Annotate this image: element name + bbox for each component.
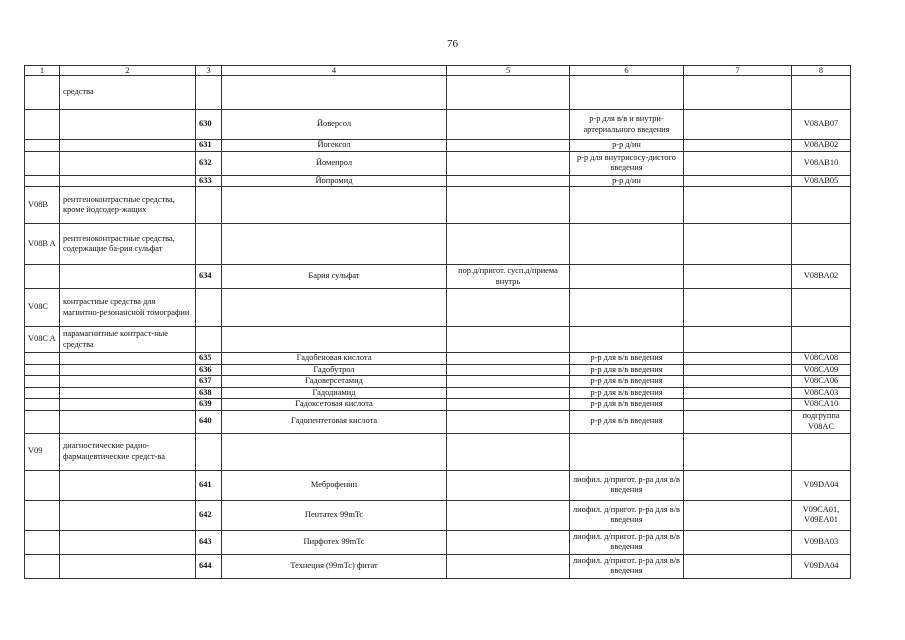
atc-code: V08AB05 xyxy=(792,175,851,187)
dosage-form: лиофил. д/пригот. р-ра для в/в введения xyxy=(570,554,684,578)
column-7-cell xyxy=(684,353,792,365)
dosage-form-col5 xyxy=(447,530,570,554)
table-row xyxy=(25,399,851,411)
dosage-form xyxy=(570,76,684,110)
group-description: рентгеноконтрастные средства, кроме йодсодер-жащих xyxy=(60,187,196,224)
atc-code: V08BA02 xyxy=(792,265,851,289)
dosage-form-col5 xyxy=(447,140,570,152)
atc-group-code: V08C A xyxy=(25,327,60,353)
atc-group-code xyxy=(25,500,60,530)
column-7-cell xyxy=(684,530,792,554)
dosage-form: р-р для в/в введения xyxy=(570,364,684,376)
atc-code: V08CA06 xyxy=(792,376,851,388)
item-number: 640 xyxy=(196,410,222,433)
atc-group-code xyxy=(25,151,60,175)
dosage-form xyxy=(570,265,684,289)
atc-code xyxy=(792,327,851,353)
dosage-form: р-р для в/в введения xyxy=(570,399,684,411)
drug-name: Технеция (99mTc) фитат xyxy=(222,554,447,578)
drug-name: Йоверсол xyxy=(222,110,447,140)
dosage-form-col5 xyxy=(447,110,570,140)
column-7-cell xyxy=(684,187,792,224)
column-number: 7 xyxy=(684,66,792,76)
dosage-form-col5 xyxy=(447,470,570,500)
column-number: 1 xyxy=(25,66,60,76)
item-number xyxy=(196,224,222,265)
table-row xyxy=(25,353,851,365)
table-row xyxy=(25,410,851,433)
column-7-cell xyxy=(684,410,792,433)
atc-group-code xyxy=(25,175,60,187)
drug-name: Йогексол xyxy=(222,140,447,152)
table-row xyxy=(25,187,851,224)
dosage-form-col5 xyxy=(447,500,570,530)
atc-code xyxy=(792,76,851,110)
atc-code: V09DA04 xyxy=(792,554,851,578)
drug-name: Меброфенин xyxy=(222,470,447,500)
dosage-form xyxy=(570,187,684,224)
atc-group-code xyxy=(25,470,60,500)
group-description xyxy=(60,353,196,365)
atc-group-code: V08C xyxy=(25,289,60,327)
table-row xyxy=(25,500,851,530)
column-number: 4 xyxy=(222,66,447,76)
drug-name xyxy=(222,187,447,224)
dosage-form-col5 xyxy=(447,353,570,365)
atc-group-code xyxy=(25,76,60,110)
table-row xyxy=(25,76,851,110)
column-7-cell xyxy=(684,376,792,388)
group-description xyxy=(60,175,196,187)
dosage-form-col5 xyxy=(447,289,570,327)
group-description: контрастные средства для магнитно-резонансной томографии xyxy=(60,289,196,327)
column-7-cell xyxy=(684,289,792,327)
table-row xyxy=(25,470,851,500)
dosage-form-col5 xyxy=(447,224,570,265)
drug-name xyxy=(222,76,447,110)
dosage-form: р-р д/ин xyxy=(570,140,684,152)
atc-code: V08AB10 xyxy=(792,151,851,175)
dosage-form: р-р д/ин xyxy=(570,175,684,187)
group-description xyxy=(60,500,196,530)
table-row xyxy=(25,364,851,376)
atc-code: V08AB07 xyxy=(792,110,851,140)
item-number: 637 xyxy=(196,376,222,388)
dosage-form: р-р для в/в введения xyxy=(570,410,684,433)
column-7-cell xyxy=(684,151,792,175)
item-number: 642 xyxy=(196,500,222,530)
table-row xyxy=(25,530,851,554)
column-7-cell xyxy=(684,110,792,140)
column-7-cell xyxy=(684,327,792,353)
table-row xyxy=(25,140,851,152)
atc-group-code xyxy=(25,387,60,399)
column-number: 5 xyxy=(447,66,570,76)
group-description xyxy=(60,554,196,578)
atc-group-code xyxy=(25,110,60,140)
drug-name: Бария сульфат xyxy=(222,265,447,289)
group-description xyxy=(60,364,196,376)
group-description xyxy=(60,399,196,411)
column-7-cell xyxy=(684,140,792,152)
dosage-form-col5 xyxy=(447,376,570,388)
table-row xyxy=(25,151,851,175)
drug-name: Гадобутрол xyxy=(222,364,447,376)
atc-code xyxy=(792,289,851,327)
atc-group-code xyxy=(25,140,60,152)
group-description xyxy=(60,387,196,399)
dosage-form xyxy=(570,224,684,265)
drug-name: Гадоксетовая кислота xyxy=(222,399,447,411)
atc-group-code xyxy=(25,399,60,411)
item-number: 644 xyxy=(196,554,222,578)
group-description: диагностические радио-фармацевтические средст-ва xyxy=(60,433,196,470)
atc-group-code: V08B A xyxy=(25,224,60,265)
dosage-form-col5 xyxy=(447,175,570,187)
dosage-form-col5 xyxy=(447,399,570,411)
atc-code: V08AB02 xyxy=(792,140,851,152)
atc-group-code: V09 xyxy=(25,433,60,470)
group-description xyxy=(60,376,196,388)
group-description xyxy=(60,151,196,175)
drug-name xyxy=(222,433,447,470)
column-7-cell xyxy=(684,224,792,265)
atc-code: V08CA08 xyxy=(792,353,851,365)
table-row xyxy=(25,110,851,140)
item-number: 638 xyxy=(196,387,222,399)
item-number xyxy=(196,76,222,110)
dosage-form-col5 xyxy=(447,187,570,224)
column-number: 3 xyxy=(196,66,222,76)
column-7-cell xyxy=(684,399,792,411)
column-number: 8 xyxy=(792,66,851,76)
drug-name: Гадодиамид xyxy=(222,387,447,399)
item-number xyxy=(196,433,222,470)
atc-code: V09CA01, V09EA01 xyxy=(792,500,851,530)
dosage-form-col5 xyxy=(447,364,570,376)
item-number: 641 xyxy=(196,470,222,500)
group-description xyxy=(60,470,196,500)
drug-name: Пирфотех 99mTc xyxy=(222,530,447,554)
drug-name: Гадопентетовая кислота xyxy=(222,410,447,433)
table-row xyxy=(25,175,851,187)
item-number: 639 xyxy=(196,399,222,411)
drug-name xyxy=(222,289,447,327)
atc-group-code xyxy=(25,530,60,554)
dosage-form: р-р для в/в и внутри-артериального введения xyxy=(570,110,684,140)
dosage-form-col5 xyxy=(447,387,570,399)
dosage-form-col5 xyxy=(447,410,570,433)
dosage-form: р-р для в/в введения xyxy=(570,376,684,388)
dosage-form-col5 xyxy=(447,76,570,110)
atc-group-code xyxy=(25,410,60,433)
group-description: средства xyxy=(60,76,196,110)
dosage-form-col5 xyxy=(447,151,570,175)
group-description xyxy=(60,110,196,140)
table-row xyxy=(25,376,851,388)
dosage-form: р-р для в/в введения xyxy=(570,387,684,399)
item-number: 630 xyxy=(196,110,222,140)
item-number xyxy=(196,187,222,224)
dosage-form xyxy=(570,289,684,327)
atc-code: V08CA09 xyxy=(792,364,851,376)
atc-group-code: V08B xyxy=(25,187,60,224)
dosage-form: р-р для внутрисосу-дистого введения xyxy=(570,151,684,175)
drug-name: Пентатех 99mTc xyxy=(222,500,447,530)
atc-group-code xyxy=(25,376,60,388)
drug-name: Гадоверсетамид xyxy=(222,376,447,388)
table-row xyxy=(25,224,851,265)
item-number: 635 xyxy=(196,353,222,365)
table-row xyxy=(25,327,851,353)
atc-code: V08CA10 xyxy=(792,399,851,411)
page-number: 76 xyxy=(447,38,458,50)
drug-name: Гадобеновая кислота xyxy=(222,353,447,365)
item-number: 634 xyxy=(196,265,222,289)
item-number: 636 xyxy=(196,364,222,376)
atc-code xyxy=(792,433,851,470)
column-number: 6 xyxy=(570,66,684,76)
item-number: 643 xyxy=(196,530,222,554)
item-number xyxy=(196,289,222,327)
table-row xyxy=(25,433,851,470)
dosage-form: лиофил. д/пригот. р-ра для в/в введения xyxy=(570,530,684,554)
column-number: 2 xyxy=(60,66,196,76)
drug-name xyxy=(222,327,447,353)
drug-name: Йомепрол xyxy=(222,151,447,175)
atc-code xyxy=(792,224,851,265)
atc-code: V08CA03 xyxy=(792,387,851,399)
column-7-cell xyxy=(684,433,792,470)
group-description xyxy=(60,410,196,433)
dosage-form xyxy=(570,327,684,353)
atc-group-code xyxy=(25,265,60,289)
atc-code xyxy=(792,187,851,224)
table-row xyxy=(25,289,851,327)
drug-name xyxy=(222,224,447,265)
atc-code: V09BA03 xyxy=(792,530,851,554)
column-number-row xyxy=(25,66,851,76)
dosage-form: р-р для в/в введения xyxy=(570,353,684,365)
column-7-cell xyxy=(684,76,792,110)
item-number: 632 xyxy=(196,151,222,175)
dosage-form xyxy=(570,433,684,470)
column-7-cell xyxy=(684,554,792,578)
dosage-form-col5 xyxy=(447,327,570,353)
column-7-cell xyxy=(684,265,792,289)
group-description xyxy=(60,530,196,554)
table-row xyxy=(25,554,851,578)
dosage-form-col5: пор.д/пригот. сусп.д/приема внутрь xyxy=(447,265,570,289)
dosage-form: лиофил. д/пригот. р-ра для в/в введения xyxy=(570,500,684,530)
group-description: парамагнитные контраст-ные средства xyxy=(60,327,196,353)
table-row xyxy=(25,387,851,399)
column-7-cell xyxy=(684,500,792,530)
item-number xyxy=(196,327,222,353)
column-7-cell xyxy=(684,387,792,399)
atc-group-code xyxy=(25,364,60,376)
group-description xyxy=(60,265,196,289)
atc-code: подгруппа V08AC xyxy=(792,410,851,433)
drug-classification-table xyxy=(24,65,851,579)
item-number: 633 xyxy=(196,175,222,187)
column-7-cell xyxy=(684,470,792,500)
drug-name: Йопромид xyxy=(222,175,447,187)
atc-group-code xyxy=(25,353,60,365)
column-7-cell xyxy=(684,175,792,187)
dosage-form-col5 xyxy=(447,433,570,470)
column-7-cell xyxy=(684,364,792,376)
dosage-form: лиофил. д/пригот. р-ра для в/в введения xyxy=(570,470,684,500)
atc-group-code xyxy=(25,554,60,578)
group-description: рентгеноконтрастные средства, содержащие ба-рия сульфат xyxy=(60,224,196,265)
atc-code: V09DA04 xyxy=(792,470,851,500)
table-row xyxy=(25,265,851,289)
dosage-form-col5 xyxy=(447,554,570,578)
group-description xyxy=(60,140,196,152)
item-number: 631 xyxy=(196,140,222,152)
